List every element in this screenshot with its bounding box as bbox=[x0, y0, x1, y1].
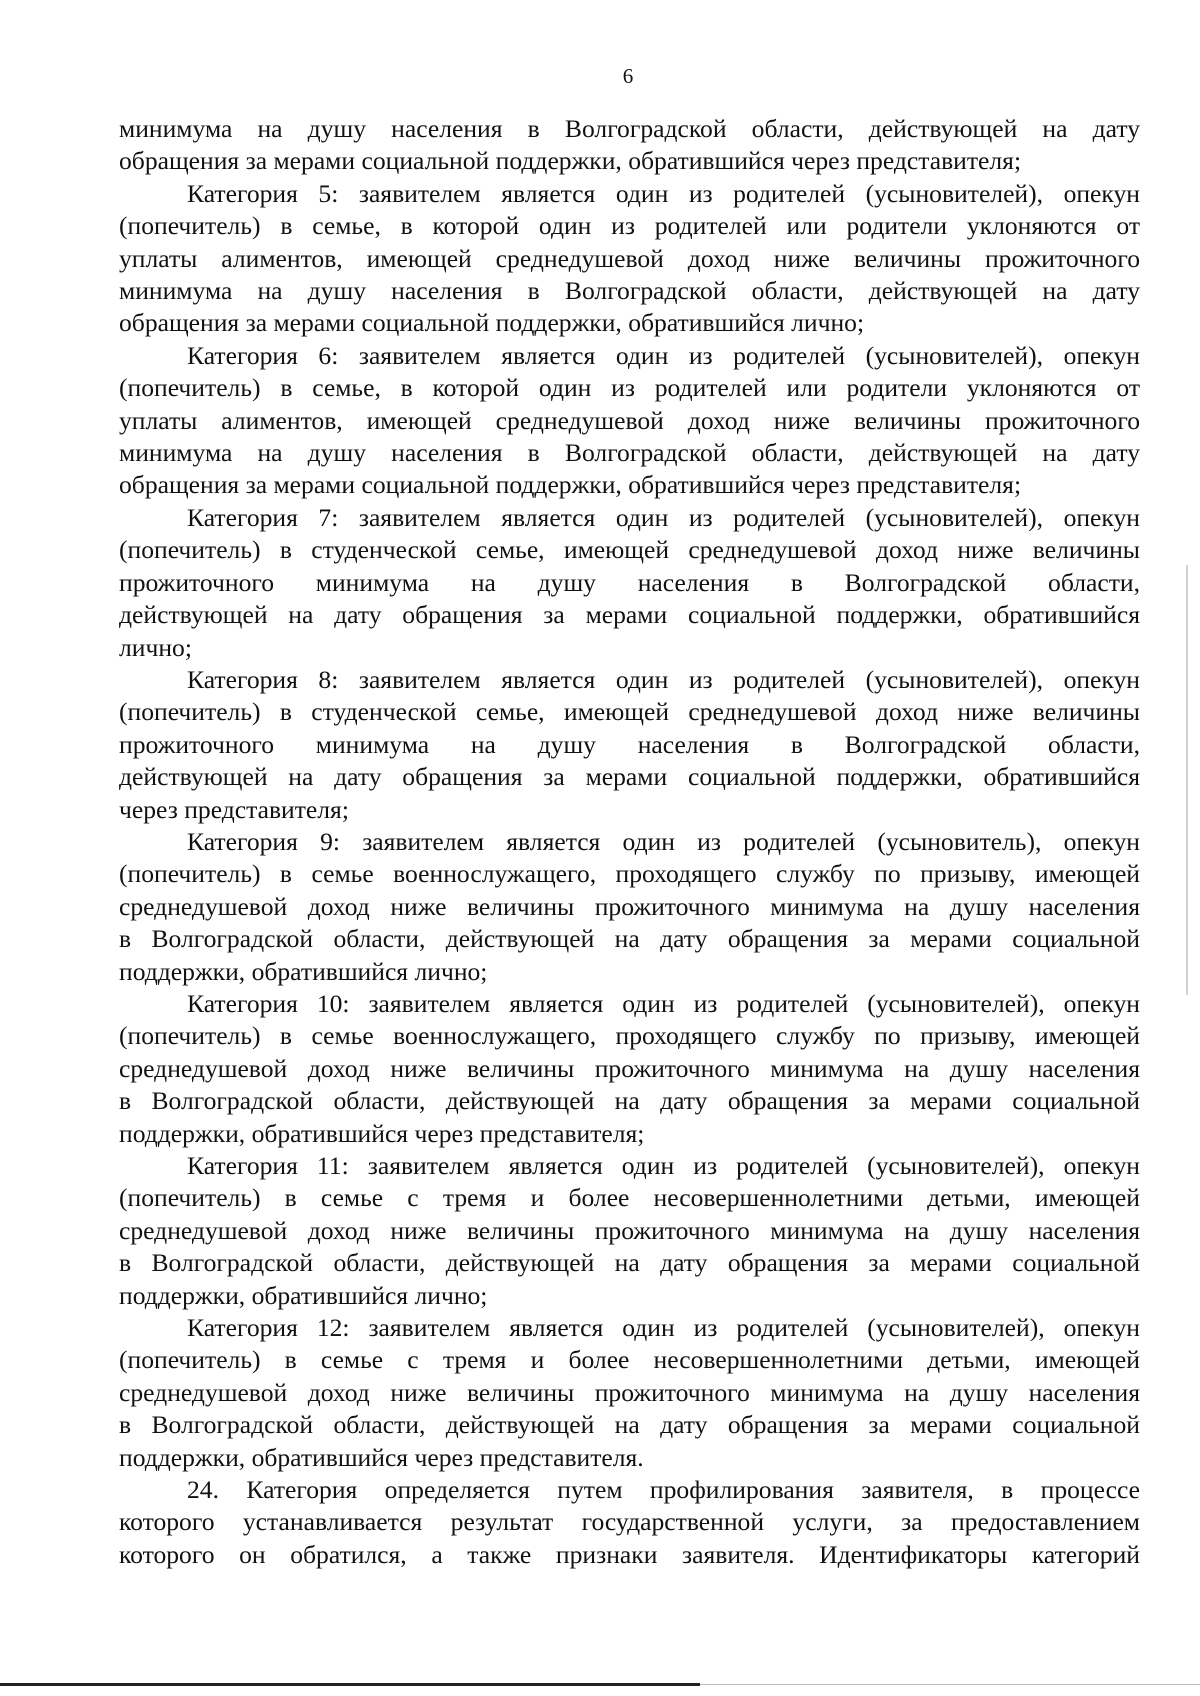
text-line: минимума на душу населения в Волгоградской области, действующей на дату bbox=[119, 276, 1140, 306]
text-line: минимума на душу населения в Волгоградской области, действующей на дату bbox=[119, 114, 1140, 143]
text-line: которого он обратился, а также признаки заявителя. Идентификаторы категорий bbox=[119, 1539, 1140, 1569]
text-line: Категория 10: заявителем является один из родителей (усыновителей), опекун bbox=[187, 988, 1140, 1018]
text-line: обращения за мерами социальной поддержки, обратившийся через представителя; bbox=[119, 470, 1022, 500]
text-line: в Волгоградской области, действующей на дату обращения за мерами социальной bbox=[119, 1086, 1140, 1116]
text-line: среднедушевой доход ниже величины прожиточного минимума на душу населения bbox=[119, 1215, 1140, 1245]
text-line: Категория 8: заявителем является один из родителей (усыновителей), опекун bbox=[187, 664, 1140, 694]
text-line: в Волгоградской области, действующей на дату обращения за мерами социальной bbox=[119, 1248, 1140, 1278]
text-line: лично; bbox=[119, 632, 192, 662]
text-line: минимума на душу населения в Волгоградской области, действующей на дату bbox=[119, 438, 1140, 468]
text-line: Категория 7: заявителем является один из родителей (усыновителей), опекун bbox=[187, 502, 1140, 532]
paragraph-category-11 bbox=[119, 1150, 1140, 1312]
bottom-scan-rule-faint bbox=[700, 1684, 1200, 1685]
text-line: уплаты алиментов, имеющей среднедушевой доход ниже величины прожиточного bbox=[119, 243, 1140, 273]
text-line: уплаты алиментов, имеющей среднедушевой доход ниже величины прожиточного bbox=[119, 405, 1140, 435]
text-line: среднедушевой доход ниже величины прожиточного минимума на душу населения bbox=[119, 1377, 1140, 1407]
paragraph-category-9 bbox=[119, 826, 1140, 988]
text-line: обращения за мерами социальной поддержки, обратившийся лично; bbox=[119, 308, 865, 338]
text-line: (попечитель) в семье, в которой один из родителей или родители уклоняются от bbox=[119, 373, 1140, 403]
paragraph-category-12 bbox=[119, 1312, 1140, 1474]
text-line: в Волгоградской области, действующей на дату обращения за мерами социальной bbox=[119, 1410, 1140, 1440]
paragraph-category-5 bbox=[119, 178, 1140, 340]
text-line: среднедушевой доход ниже величины прожиточного минимума на душу населения bbox=[119, 891, 1140, 921]
text-line: поддержки, обратившийся лично; bbox=[119, 1280, 488, 1310]
text-line: среднедушевой доход ниже величины прожиточного минимума на душу населения bbox=[119, 1053, 1140, 1083]
text-line: поддержки, обратившийся лично; bbox=[119, 956, 488, 986]
paragraph-clause-24 bbox=[119, 1474, 1140, 1571]
bottom-scan-rule bbox=[0, 1683, 700, 1686]
document-body bbox=[119, 113, 1140, 1571]
text-line: Категория 6: заявителем является один из родителей (усыновителей), опекун bbox=[187, 340, 1140, 370]
paragraph-category-10 bbox=[119, 988, 1140, 1150]
paragraph-category-7 bbox=[119, 502, 1140, 664]
scan-edge-mark bbox=[1186, 565, 1188, 995]
text-line: (попечитель) в семье с тремя и более несовершеннолетними детьми, имеющей bbox=[119, 1345, 1140, 1375]
text-line: (попечитель) в семье военнослужащего, проходящего службу по призыву, имеющей bbox=[119, 1021, 1140, 1051]
text-line: Категория 9: заявителем является один из родителей (усыновитель), опекун bbox=[187, 826, 1140, 856]
text-line: прожиточного минимума на душу населения в Волгоградской области, bbox=[119, 729, 1140, 759]
text-line: действующей на дату обращения за мерами социальной поддержки, обратившийся bbox=[119, 600, 1140, 630]
text-line: Категория 12: заявителем является один из родителей (усыновителей), опекун bbox=[187, 1313, 1140, 1343]
text-line: (попечитель) в семье, в которой один из родителей или родители уклоняются от bbox=[119, 211, 1140, 241]
text-line: (попечитель) в студенческой семье, имеющей среднедушевой доход ниже величины bbox=[119, 697, 1140, 727]
paragraph-continuation bbox=[119, 113, 1140, 178]
text-line: поддержки, обратившийся через представителя; bbox=[119, 1118, 645, 1148]
text-line: через представителя; bbox=[119, 794, 349, 824]
text-line: прожиточного минимума на душу населения в Волгоградской области, bbox=[119, 567, 1140, 597]
text-line: (попечитель) в семье военнослужащего, проходящего службу по призыву, имеющей bbox=[119, 859, 1140, 889]
paragraph-category-6 bbox=[119, 340, 1140, 502]
text-line: (попечитель) в семье с тремя и более несовершеннолетними детьми, имеющей bbox=[119, 1183, 1140, 1213]
text-line: (попечитель) в студенческой семье, имеющей среднедушевой доход ниже величины bbox=[119, 535, 1140, 565]
text-line: Категория 11: заявителем является один из родителей (усыновителей), опекун bbox=[187, 1151, 1140, 1180]
paragraph-category-8 bbox=[119, 664, 1140, 826]
text-line: поддержки, обратившийся через представителя. bbox=[119, 1442, 644, 1472]
text-line: 24. Категория определяется путем профилирования заявителя, в процессе bbox=[187, 1475, 1140, 1505]
text-line: которого устанавливается результат государственной услуги, за предоставлением bbox=[119, 1507, 1140, 1537]
text-line: Категория 5: заявителем является один из родителей (усыновителей), опекун bbox=[187, 178, 1140, 208]
text-line: действующей на дату обращения за мерами социальной поддержки, обратившийся bbox=[119, 762, 1140, 792]
text-line: обращения за мерами социальной поддержки, обратившийся через представителя; bbox=[119, 146, 1022, 176]
page-number: 6 bbox=[622, 64, 634, 88]
text-line: в Волгоградской области, действующей на дату обращения за мерами социальной bbox=[119, 924, 1140, 954]
